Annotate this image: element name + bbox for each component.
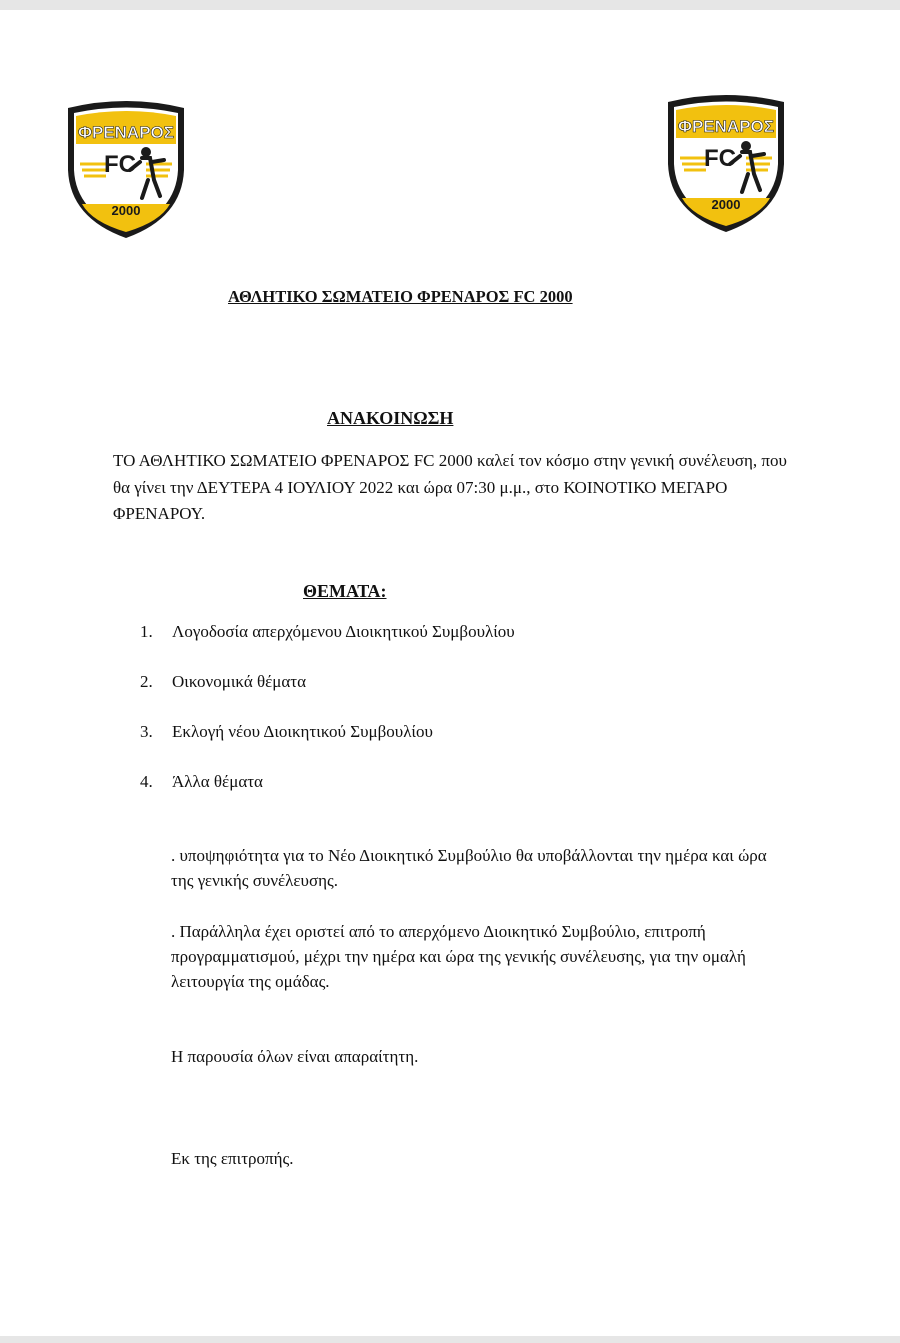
logo-fc-text: FC (704, 145, 736, 172)
logo-fc-text: FC (104, 151, 136, 178)
list-item (140, 620, 515, 670)
top-border (0, 0, 900, 10)
list-item-number: 2. (140, 672, 153, 691)
themes-list (140, 620, 515, 820)
list-item-text: Εκλογή νέου Διοικητικού Συμβουλίου (172, 722, 433, 741)
list-item (140, 720, 515, 770)
logo-year-text: 2000 (711, 197, 741, 212)
club-logo-left (64, 100, 188, 240)
list-item-text: Λογοδοσία απερχόμενου Διοικητικού Συμβουλίου (172, 622, 515, 641)
themes-title: ΘΕΜΑΤΑ: (303, 581, 387, 601)
committee-note: . Παράλληλα έχει οριστεί από το απερχόμενο Διοικητικό Συμβούλιο, επιτροπή προγραμματισμού, μέχρι την ημέρα και ώρα της γενικής συνέλευσης, για την ομαλή λειτουργία της ομάδας. (171, 922, 746, 991)
list-item-number: 4. (140, 772, 153, 791)
bottom-border (0, 1336, 900, 1343)
list-item-text: Άλλα θέματα (172, 772, 263, 791)
list-item (140, 770, 515, 820)
list-item (140, 670, 515, 720)
announcement-title: ΑΝΑΚΟΙΝΩΣΗ (327, 408, 454, 428)
logo-name-text: ΦΡΕΝΑΡΟΣ (678, 117, 774, 136)
intro-paragraph: ΤΟ ΑΘΛΗΤΙΚΟ ΣΩΜΑΤΕΙΟ ΦΡΕΝΑΡΟΣ FC 2000 καλεί τον κόσμο στην γενική συνέλευση, που θα γίνει την ΔΕΥΤΕΡΑ 4 ΙΟΥΛΙΟΥ 2022 και ώρα 07:30 μ.μ., στο ΚΟΙΝΟΤΙΚΟ ΜΕΓΑΡΟ ΦΡΕΝΑΡΟΥ. (113, 451, 787, 523)
signature: Εκ της επιτροπής. (171, 1149, 294, 1168)
presence-note: Η παρουσία όλων είναι απαραίτητη. (171, 1047, 419, 1066)
logo-name-text: ΦΡΕΝΑΡΟΣ (78, 123, 174, 142)
club-logo-right (664, 94, 788, 234)
list-item-number: 3. (140, 722, 153, 741)
list-item-number: 1. (140, 622, 153, 641)
organization-title: ΑΘΛΗΤΙΚΟ ΣΩΜΑΤΕΙΟ ΦΡΕΝΑΡΟΣ FC 2000 (228, 287, 573, 306)
logo-year-text: 2000 (111, 203, 141, 218)
candidacy-note: . υποψηφιότητα για το Νέο Διοικητικό Συμβούλιο θα υποβάλλονται την ημέρα και ώρα της γενικής συνέλευσης. (171, 846, 767, 890)
list-item-text: Οικονομικά θέματα (172, 672, 307, 691)
